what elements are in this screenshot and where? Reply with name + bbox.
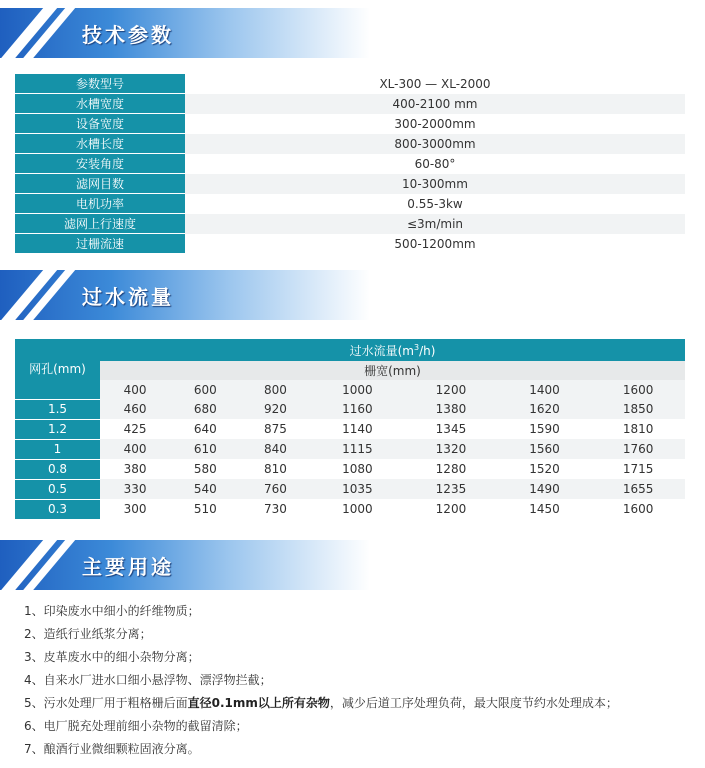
list-item: 2、造纸行业纸浆分离； <box>24 627 152 641</box>
spec-table <box>15 74 685 254</box>
spec-value: 800-3000mm <box>185 134 685 154</box>
list-item: 6、电厂脱充处理前细小杂物的截留清除； <box>24 719 248 733</box>
flow-cell: 1520 <box>498 459 592 479</box>
table-row <box>15 74 685 94</box>
spec-key: 滤网上行速度 <box>15 214 185 234</box>
flow-cell: 810 <box>240 459 310 479</box>
flow-cell: 840 <box>240 439 310 459</box>
flow-cell: 580 <box>170 459 240 479</box>
width-group-header: 栅宽(mm) <box>100 361 685 380</box>
flow-cell: 1600 <box>591 499 685 519</box>
flow-cell: 1280 <box>404 459 498 479</box>
flow-cell: 680 <box>170 399 240 419</box>
mesh-cell: 1.5 <box>15 399 100 419</box>
spec-key: 水槽宽度 <box>15 94 185 114</box>
table-row <box>15 234 685 254</box>
flow-cell: 1200 <box>404 499 498 519</box>
spec-key: 参数型号 <box>15 74 185 94</box>
flow-table <box>15 339 685 520</box>
table-row <box>15 134 685 154</box>
spec-value: ≤3m/min <box>185 214 685 234</box>
table-row <box>15 499 685 519</box>
flow-cell: 1655 <box>591 479 685 499</box>
width-cell: 600 <box>170 380 240 399</box>
flow-cell: 425 <box>100 419 170 439</box>
spec-key: 安装角度 <box>15 154 185 174</box>
banner-gradient <box>0 540 370 590</box>
flow-cell: 1850 <box>591 399 685 419</box>
list-item-emphasis: 直径0.1mm以上所有杂物 <box>187 696 330 710</box>
flow-cell: 300 <box>100 499 170 519</box>
flow-cell: 875 <box>240 419 310 439</box>
flow-cell: 1115 <box>311 439 405 459</box>
mesh-cell: 0.8 <box>15 459 100 479</box>
banner-gradient <box>0 270 370 320</box>
flow-group-unit: /h) <box>419 343 436 358</box>
width-cell: 400 <box>100 380 170 399</box>
mesh-cell: 0.5 <box>15 479 100 499</box>
list-item: 7、酿酒行业微细颗粒固液分离。 <box>24 742 200 756</box>
table-row <box>15 154 685 174</box>
section-title-tech: 技术参数 <box>82 23 174 47</box>
flow-cell: 730 <box>240 499 310 519</box>
flow-group-unit-sup: 3 <box>413 342 420 352</box>
width-row <box>15 380 685 399</box>
table-row <box>15 214 685 234</box>
flow-cell: 640 <box>170 419 240 439</box>
table-row <box>15 399 685 419</box>
table-row <box>15 94 685 114</box>
spec-value: 300-2000mm <box>185 114 685 134</box>
flow-cell: 1810 <box>591 419 685 439</box>
flow-cell: 1760 <box>591 439 685 459</box>
flow-cell: 1380 <box>404 399 498 419</box>
list-item: 4、自来水厂进水口细小悬浮物、漂浮物拦截； <box>24 673 272 687</box>
width-cell: 1200 <box>404 380 498 399</box>
section-banner-flow <box>0 270 370 320</box>
list-item: 1、印染废水中细小的纤维物质； <box>24 604 200 618</box>
flow-cell: 1560 <box>498 439 592 459</box>
flow-cell: 460 <box>100 399 170 419</box>
spec-value: XL-300 — XL-2000 <box>185 74 685 94</box>
flow-cell: 1450 <box>498 499 592 519</box>
spec-value: 500-1200mm <box>185 234 685 254</box>
section-banner-tech <box>0 8 370 58</box>
table-row <box>15 174 685 194</box>
table-row <box>15 439 685 459</box>
flow-cell: 1715 <box>591 459 685 479</box>
flow-cell: 1345 <box>404 419 498 439</box>
flow-cell: 1160 <box>311 399 405 419</box>
flow-group-header <box>100 339 685 361</box>
mesh-cell: 0.3 <box>15 499 100 519</box>
spec-key: 电机功率 <box>15 194 185 214</box>
mesh-cell: 1 <box>15 439 100 459</box>
section-title-flow: 过水流量 <box>82 285 174 309</box>
flow-cell: 380 <box>100 459 170 479</box>
width-cell: 1400 <box>498 380 592 399</box>
spec-value: 10-300mm <box>185 174 685 194</box>
flow-cell: 1035 <box>311 479 405 499</box>
flow-cell: 1080 <box>311 459 405 479</box>
banner-gradient <box>0 8 370 58</box>
width-cell: 1600 <box>591 380 685 399</box>
list-item-text: 5、污水处理厂用于粗格栅后面 <box>24 696 188 710</box>
spec-value: 400-2100 mm <box>185 94 685 114</box>
spec-key: 水槽长度 <box>15 134 185 154</box>
spec-key: 滤网目数 <box>15 174 185 194</box>
table-row <box>15 194 685 214</box>
flow-cell: 1140 <box>311 419 405 439</box>
table-row <box>15 459 685 479</box>
table-row <box>15 419 685 439</box>
flow-cell: 1620 <box>498 399 592 419</box>
list-item: 3、皮革废水中的细小杂物分离； <box>24 650 200 664</box>
flow-cell: 1490 <box>498 479 592 499</box>
flow-cell: 610 <box>170 439 240 459</box>
flow-cell: 1590 <box>498 419 592 439</box>
mesh-column-header: 网孔(mm) <box>15 339 100 399</box>
flow-cell: 400 <box>100 439 170 459</box>
usage-list <box>24 600 618 761</box>
width-cell: 800 <box>240 380 310 399</box>
flow-group-label: 过水流量(m <box>349 343 414 358</box>
flow-cell: 760 <box>240 479 310 499</box>
list-item-text: ，减少后道工序处理负荷，最大限度节约水处理成本； <box>329 696 618 710</box>
spec-value: 0.55-3kw <box>185 194 685 214</box>
table-row <box>15 114 685 134</box>
flow-cell: 510 <box>170 499 240 519</box>
spec-value: 60-80° <box>185 154 685 174</box>
spec-key: 设备宽度 <box>15 114 185 134</box>
flow-cell: 330 <box>100 479 170 499</box>
table-row <box>15 479 685 499</box>
flow-cell: 1000 <box>311 499 405 519</box>
flow-cell: 1320 <box>404 439 498 459</box>
flow-cell: 540 <box>170 479 240 499</box>
table-header-row <box>15 361 685 380</box>
section-banner-use <box>0 540 370 590</box>
table-header-row <box>15 339 685 361</box>
flow-cell: 920 <box>240 399 310 419</box>
list-item <box>24 692 618 715</box>
width-cell: 1000 <box>311 380 405 399</box>
mesh-cell: 1.2 <box>15 419 100 439</box>
spec-key: 过栅流速 <box>15 234 185 254</box>
section-title-use: 主要用途 <box>82 555 174 579</box>
flow-cell: 1235 <box>404 479 498 499</box>
